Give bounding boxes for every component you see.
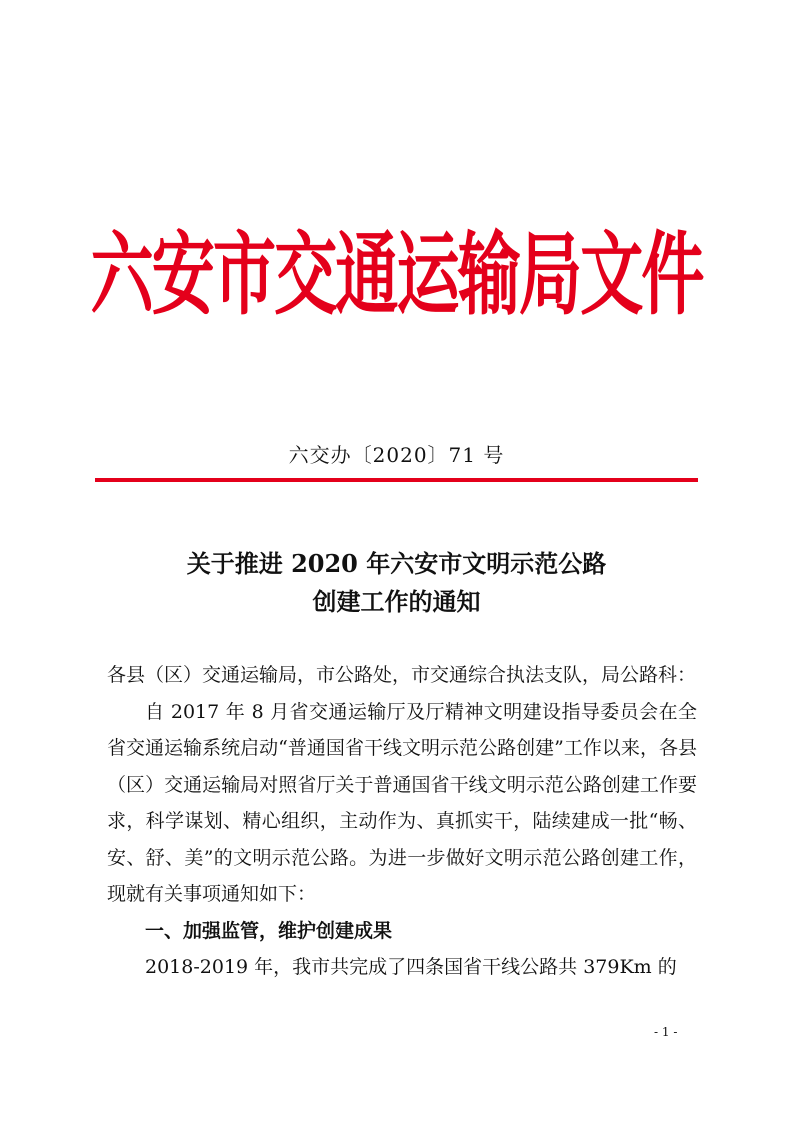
body-paragraph-1: 自 2017 年 8 月省交通运输厅及厅精神文明建设指导委员会在全省交通运输系统启动“普通国省干线文明示范公路创建”工作以来，各县（区）交通运输局对照省厅关于普通国省干线文明示范公路创建工作要求，科学谋划、精心组织，主动作为、真抓实干，陆续建成一批“畅、安、舒、美”的文明示范公路。为进一步做好文明示范公路创建工作，现就有关事项通知如下： xyxy=(107,700,697,905)
addressee: 各县（区）交通运输局，市公路处，市交通综合执法支队，局公路科： xyxy=(107,664,697,686)
document-subject xyxy=(0,545,793,621)
section-heading-1: 一、加强监管，维护创建成果 xyxy=(145,919,393,942)
document-body xyxy=(107,657,697,986)
page-number: - 1 - xyxy=(654,1025,678,1039)
red-divider-line xyxy=(95,478,698,482)
document-issuer-title: 六安市交通运输局文件 xyxy=(90,221,703,328)
body-paragraph-2: 2018-2019 年，我市共完成了四条国省干线公路共 379Km 的 xyxy=(145,956,677,978)
document-number: 六交办〔2020〕71 号 xyxy=(288,443,505,467)
subject-line-2: 创建工作的通知 xyxy=(312,587,481,616)
subject-line-1: 关于推进 2020 年六安市文明示范公路 xyxy=(186,549,607,578)
